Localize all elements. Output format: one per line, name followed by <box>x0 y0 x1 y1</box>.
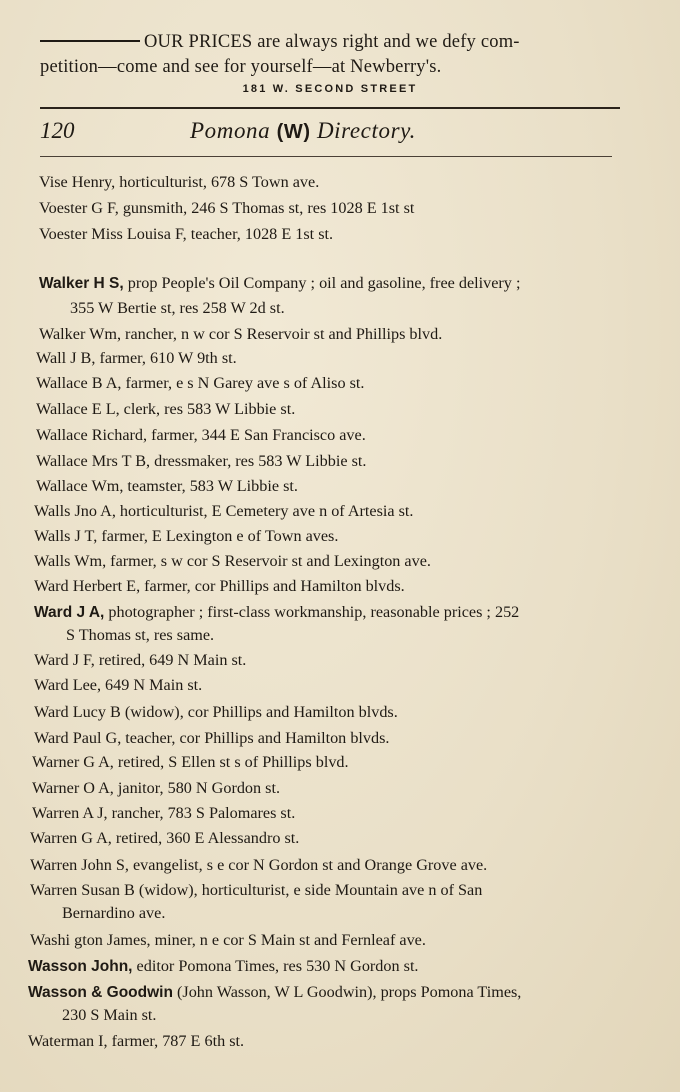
entry-text: (John Wasson, W L Goodwin), props Pomona Times, <box>172 983 522 1001</box>
directory-entry <box>28 983 521 1002</box>
directory-entry <box>36 400 295 419</box>
page-number: 120 <box>40 118 75 143</box>
directory-entry <box>28 957 418 976</box>
entry-text: Bernardino ave. <box>62 904 166 922</box>
entry-text: prop People's Oil Company ; oil and gasoline, free delivery ; <box>123 274 521 292</box>
entry-name-bold: Wasson John, <box>28 958 133 975</box>
entry-name-bold: Walker H S, <box>39 275 124 292</box>
entry-text: Wallace B A, farmer, e s N Garey ave s of Aliso st. <box>36 374 365 392</box>
directory-entry <box>39 274 520 293</box>
directory-entry <box>39 199 414 218</box>
entry-text: Ward Lee, 649 N Main st. <box>34 676 203 694</box>
directory-entry-continuation <box>62 1006 156 1025</box>
ad-address: 181 W. SECOND STREET <box>242 83 418 95</box>
directory-entry <box>39 173 319 192</box>
directory-entry <box>34 651 246 670</box>
directory-entry <box>34 729 389 748</box>
directory-entry <box>36 349 237 368</box>
entry-text: Ward J F, retired, 649 N Main st. <box>34 651 247 669</box>
entry-text: photographer ; first-class workmanship, reasonable prices ; 252 <box>104 603 520 621</box>
entry-text: Vise Henry, horticulturist, 678 S Town ave. <box>39 173 320 191</box>
entry-text: Waterman I, farmer, 787 E 6th st. <box>28 1032 245 1050</box>
entry-text: Wall J B, farmer, 610 W 9th st. <box>36 349 237 367</box>
entry-text: Ward Lucy B (widow), cor Phillips and Hamilton blvds. <box>34 703 398 721</box>
directory-entry <box>36 374 364 393</box>
directory-entry <box>30 829 299 848</box>
entry-text: Voester Miss Louisa F, teacher, 1028 E 1st st. <box>39 225 334 243</box>
entry-text: Walker Wm, rancher, n w cor S Reservoir st and Phillips blvd. <box>39 325 443 343</box>
entry-text: Warren A J, rancher, 783 S Palomares st. <box>32 804 296 822</box>
directory-entry <box>34 502 413 521</box>
directory-entry <box>34 527 338 546</box>
directory-entry <box>39 225 333 244</box>
entry-text: Warner O A, janitor, 580 N Gordon st. <box>32 779 281 797</box>
entry-text: Warren John S, evangelist, s e cor N Gordon st and Orange Grove ave. <box>30 856 488 874</box>
directory-entry <box>39 325 442 344</box>
directory-entry <box>30 856 487 875</box>
entry-text: Wallace Richard, farmer, 344 E San Francisco ave. <box>36 426 366 444</box>
directory-entry <box>32 753 349 772</box>
entry-text: S Thomas st, res same. <box>66 626 215 644</box>
directory-entry <box>34 552 431 571</box>
entry-text: Wallace Wm, teamster, 583 W Libbie st. <box>36 477 298 495</box>
entry-name-bold: Ward J A, <box>34 604 105 621</box>
entry-text: Washi gton James, miner, n e cor S Main st and Fernleaf ave. <box>30 931 426 949</box>
directory-entry <box>36 452 366 471</box>
title-part-1: Pomona <box>190 118 277 143</box>
directory-entry-continuation <box>70 299 285 318</box>
directory-entry <box>28 1032 244 1051</box>
directory-entry <box>30 931 426 950</box>
directory-entry-continuation <box>66 626 214 645</box>
directory-entry <box>32 779 280 798</box>
title-section-letter: (W) <box>276 121 311 143</box>
entry-text: Warren G A, retired, 360 E Alessandro st. <box>30 829 300 847</box>
directory-entry <box>36 477 298 496</box>
entry-text: Walls J T, farmer, E Lexington e of Town aves. <box>34 527 339 545</box>
entry-text: Voester G F, gunsmith, 246 S Thomas st, res 1028 E 1st st <box>39 199 415 217</box>
directory-entry <box>36 426 366 445</box>
entry-text: Wallace Mrs T B, dressmaker, res 583 W Libbie st. <box>36 452 367 470</box>
entry-text: Ward Paul G, teacher, cor Phillips and Hamilton blvds. <box>34 729 390 747</box>
title-part-2: Directory. <box>310 118 417 143</box>
entry-text: Warren Susan B (widow), horticulturist, e side Mountain ave n of San <box>30 881 483 899</box>
entry-text: Wallace E L, clerk, res 583 W Libbie st. <box>36 400 296 418</box>
directory-entry <box>34 676 202 695</box>
directory-entry <box>30 881 482 900</box>
directory-entry <box>34 603 519 622</box>
directory-entry <box>34 577 405 596</box>
entry-text: Walls Jno A, horticulturist, E Cemetery ave n of Artesia st. <box>34 502 414 520</box>
entry-text: Walls Wm, farmer, s w cor S Reservoir st and Lexington ave. <box>34 552 431 570</box>
entry-text: Warner G A, retired, S Ellen st s of Phillips blvd. <box>32 753 349 771</box>
entry-name-bold: Wasson & Goodwin <box>28 984 173 1001</box>
ad-text-1: OUR PRICES are always right and we defy com- <box>144 32 520 52</box>
ad-line-2: petition—come and see for yourself—at Newberry's. <box>40 57 442 77</box>
directory-entry-continuation <box>62 904 165 923</box>
entry-text: 230 S Main st. <box>62 1006 157 1024</box>
directory-entry <box>34 703 398 722</box>
entry-text: 355 W Bertie st, res 258 W 2d st. <box>70 299 285 317</box>
directory-entry <box>32 804 295 823</box>
entry-text: Ward Herbert E, farmer, cor Phillips and Hamilton blvds. <box>34 577 405 595</box>
entry-text: editor Pomona Times, res 530 N Gordon st. <box>132 957 419 975</box>
